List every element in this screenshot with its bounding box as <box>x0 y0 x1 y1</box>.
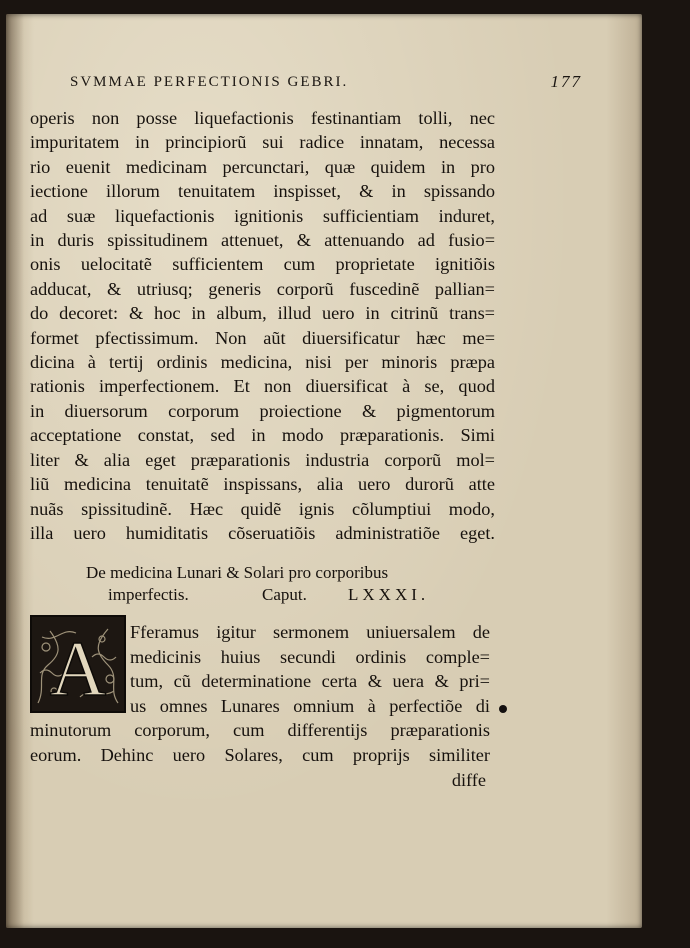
catchword: diffe <box>451 769 486 790</box>
text-line: onis uelocitatẽ sufficientem cum proprietate ignitiõis <box>30 254 495 275</box>
text-line: liũ medicina tenuitatẽ inspissans, alia uero durorũ atte <box>30 474 495 495</box>
text-line: minutorum corporum, cum differentijs præparationis <box>30 720 490 741</box>
text-line: do decoret: & hoc in album, illud uero in citrinũ trans= <box>30 303 495 324</box>
chapter-number: LXXXI. <box>348 585 430 604</box>
chapter-caput-label: Caput. <box>262 585 307 604</box>
text-line: iectione illorum tenuitatem inspisset, & in spissando <box>30 181 495 202</box>
text-line: eorum. Dehinc uero Solares, cum proprijs similiter <box>30 744 490 765</box>
chapter-paragraph <box>30 620 490 792</box>
running-head-title: SVMMAE PERFECTIONIS GEBRI. <box>70 74 349 90</box>
chapter-heading-line2: imperfectis. <box>108 585 189 604</box>
text-line: impuritatem in principiorũ sui radice innatam, necessa <box>30 132 495 153</box>
text-line: ad suæ liquefactionis ignitionis sufficientiam induret, <box>30 205 495 226</box>
initial-letter: A <box>49 625 107 711</box>
text-line: in diuersorum corporum proiectione & pigmentorum <box>30 400 495 421</box>
margin-ink-dot <box>499 705 507 713</box>
running-head <box>70 70 610 96</box>
spine-shadow <box>6 14 24 928</box>
text-line: in duris spissitudinem attenuet, & attenuando ad fusio= <box>30 230 495 251</box>
text-line: adducat, & utriusq; generis corporũ fuscedinẽ pallian= <box>30 278 495 299</box>
text-line: rio euenit medicinam percunctari, quæ quidem in pro <box>30 156 495 177</box>
text-line: acceptatione constat, sed in modo præparationis. Simi <box>30 425 495 446</box>
text-line: us omnes Lunares omnium à perfectiõe di <box>130 695 490 716</box>
text-line: liter & alia eget præparationis industria corporũ mol= <box>30 449 495 470</box>
body-text <box>30 106 495 545</box>
text-line: formet pfectissimum. Non aũt diuersificatur hæc me= <box>30 327 495 348</box>
text-line: rationis imperfectionem. Et non diuersificat à se, quod <box>30 376 495 397</box>
page-number: 177 <box>550 72 582 91</box>
text-line: nuãs spissitudinẽ. Hæc quidẽ ignis cõlumptiui modo, <box>30 498 495 519</box>
text-line: tum, cũ determinatione certa & uera & pri= <box>130 671 490 692</box>
text-line: operis non posse liquefactionis festinantiam tolli, nec <box>30 108 495 128</box>
text-line: Fferamus igitur sermonem uniuersalem de <box>130 622 490 642</box>
text-line: illa uero humiditatis cõseruatiõis administratiõe eget. <box>30 522 495 543</box>
chapter-heading-line1: De medicina Lunari & Solari pro corporibus <box>86 563 389 582</box>
text-line: dicina à tertij ordinis medicina, nisi per minoris præpa <box>30 352 495 373</box>
text-line: medicinis huius secundi ordinis comple= <box>130 646 490 667</box>
